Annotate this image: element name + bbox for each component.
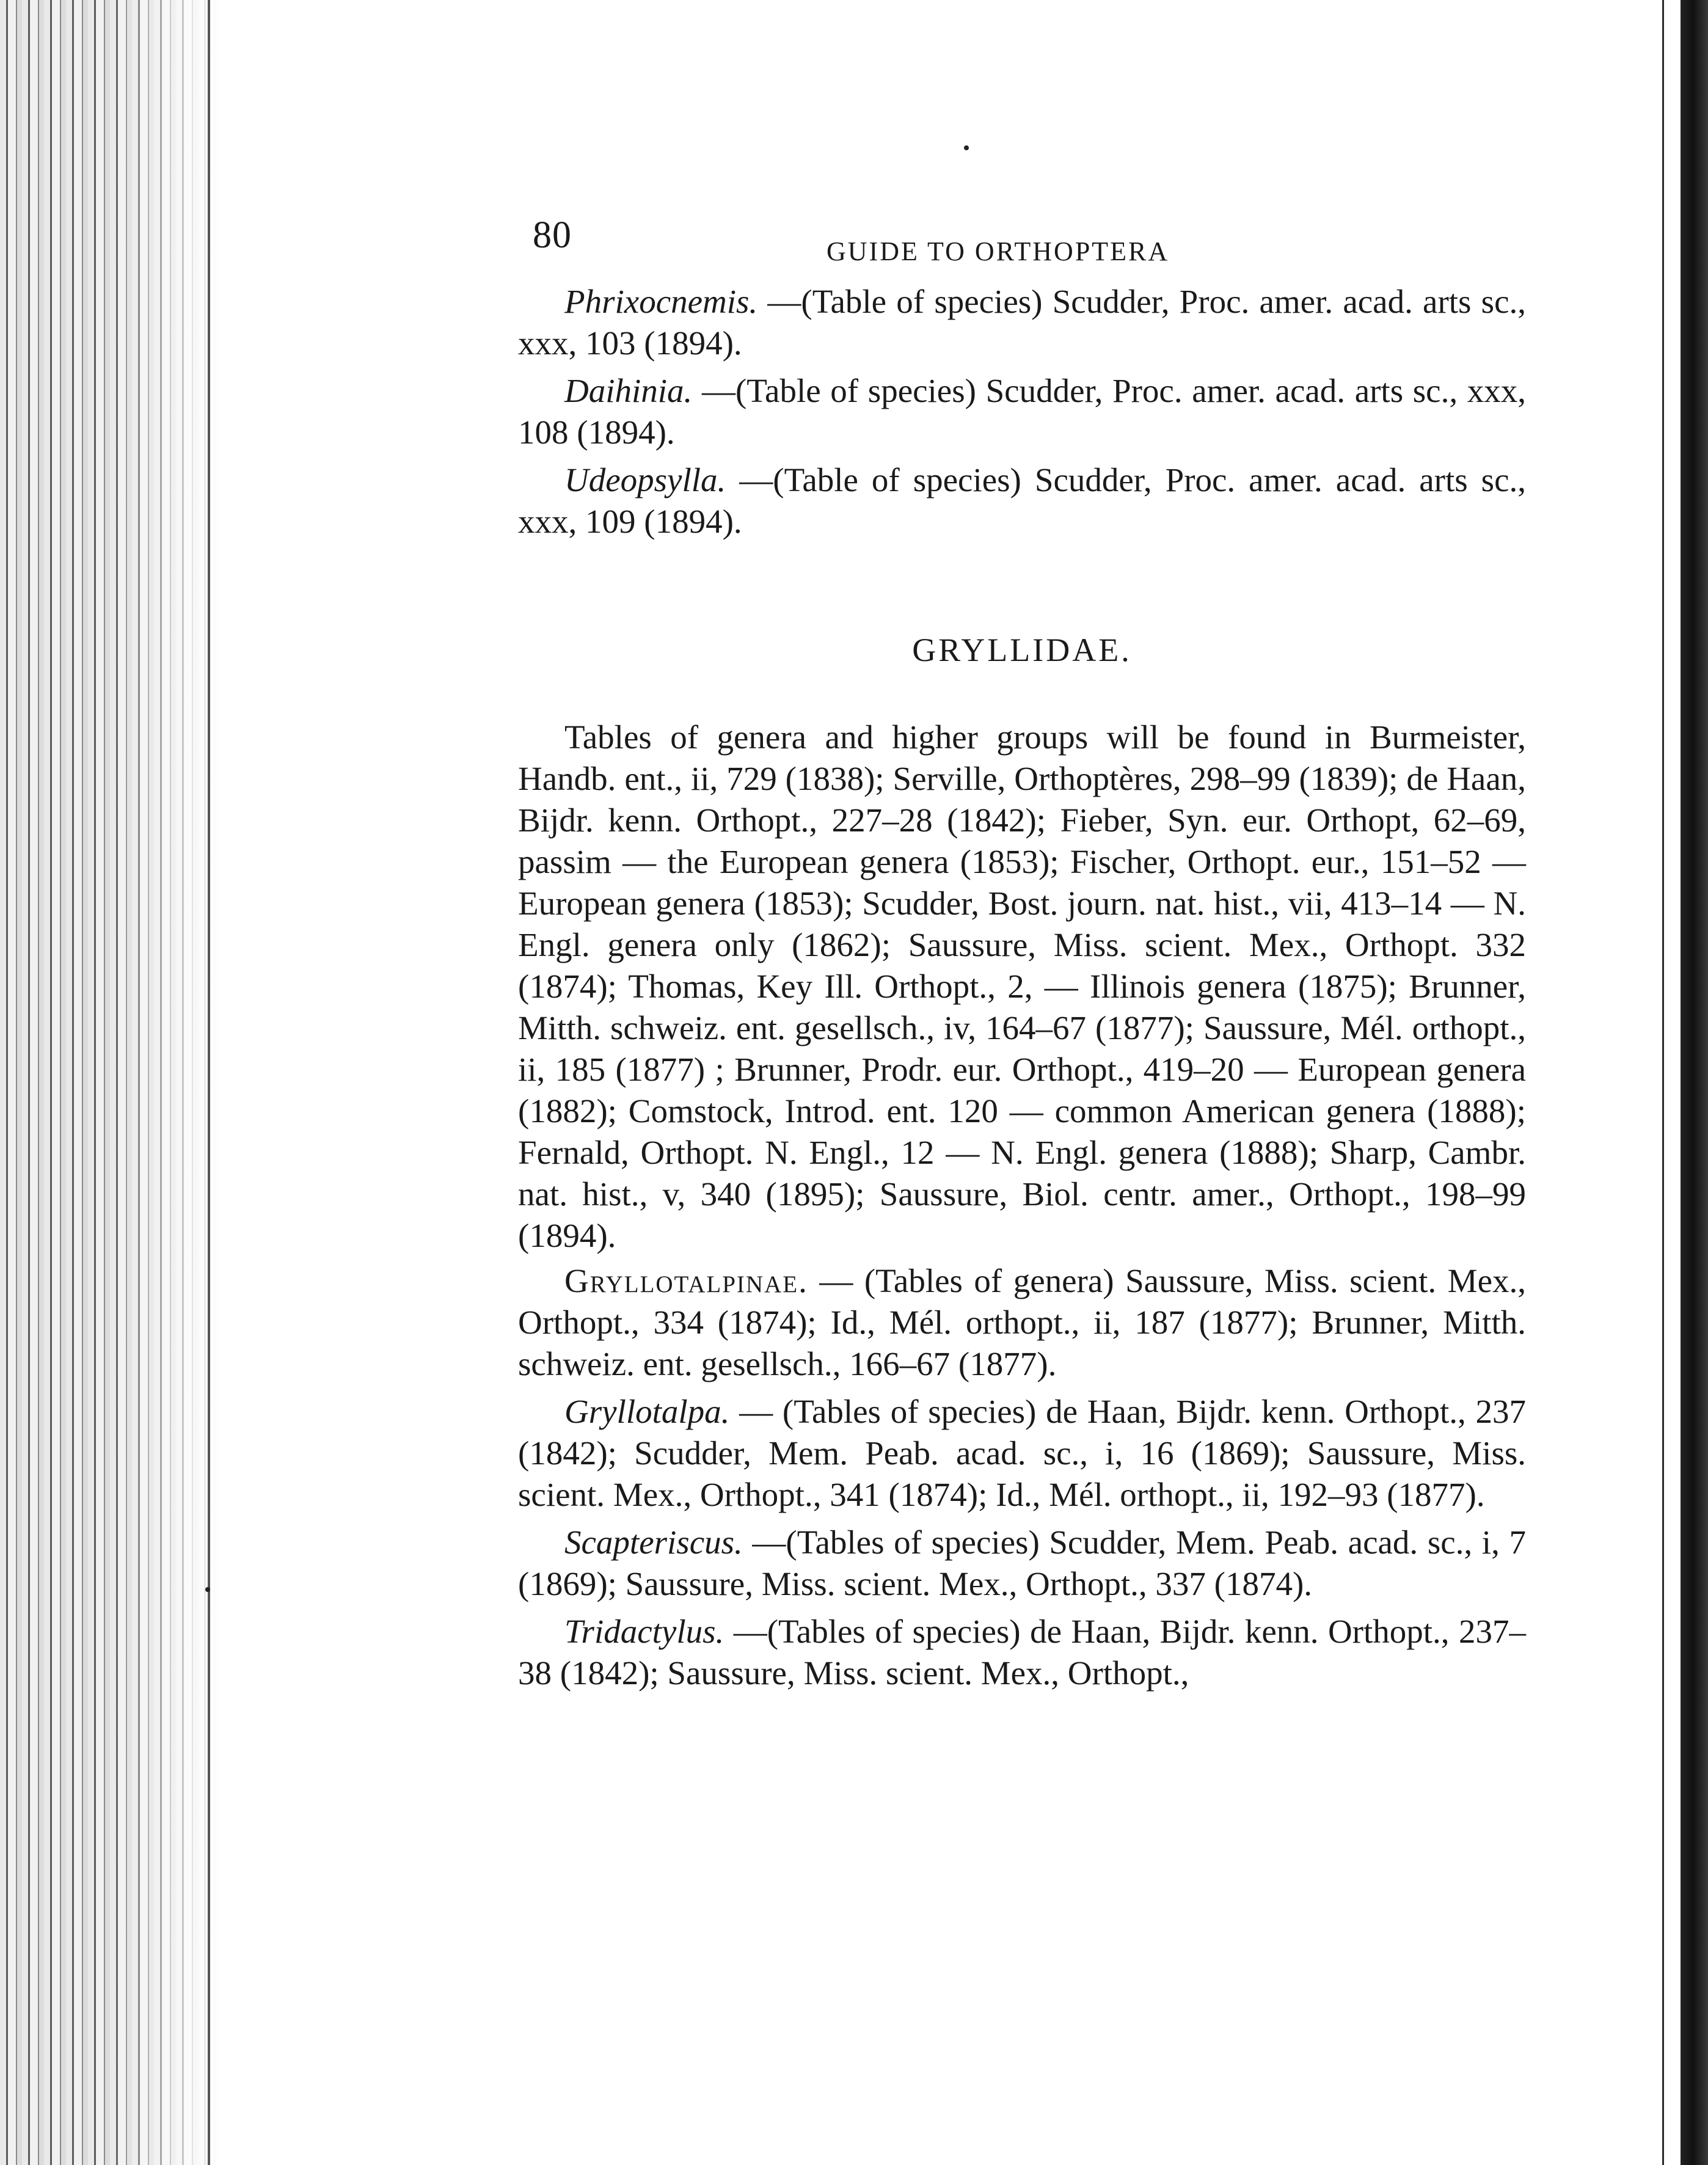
running-title: GUIDE TO ORTHOPTERA: [827, 236, 1170, 266]
entry-text: —(Tables of species) Scudder, Mem. Peab. acad. sc., i, 7 (1869); Saussure, Miss. scient. Mex., Orthopt., 337 (1874).: [518, 1524, 1526, 1602]
genus-name: Phrixocnemis.: [564, 283, 758, 320]
genus-entry: [518, 370, 1526, 453]
genus-name: Udeopsylla.: [564, 461, 726, 498]
genus-name: Tridactylus.: [564, 1613, 724, 1650]
page-edge: [208, 0, 210, 2165]
right-edge-line: [1662, 0, 1664, 2165]
section-intro: Tables of genera and higher groups will be found in Burmeister, Handb. ent., ii, 729 (1838); Serville, Orthoptères, 298–99 (1839); de Haan, Bijdr. kenn. Orthopt., 227–28 (1842); Fieber, Syn. eur. Orthopt, 62–69, passim — the European genera (1853); Fischer, Orthopt. eur., 151–52 — European genera (1853); Scudder, Bost. journ. nat. hist., vii, 413–14 — N. Engl. genera only (1862); Saussure, Miss. scient. Mex., Orthopt. 332 (1874); Thomas, Key Ill. Orthopt., 2, — Illinois genera (1875); Brunner, Mitth. schweiz. ent. gesellsch., iv, 164–67 (1877); Saussure, Mél. orthopt., ii, 185 (1877) ; Brunner, Prodr. eur. Orthopt., 419–20 — European genera (1882); Comstock, Introd. ent. 120 — common American genera (1888); Fernald, Orthopt. N. Engl., 12 — N. Engl. genera (1888); Sharp, Cambr. nat. hist., v, 340 (1895); Saussure, Biol. centr. amer., Orthopt., 198–99 (1894).: [518, 718, 1526, 1254]
genus-entry: [518, 1611, 1526, 1694]
genus-entry: [518, 281, 1526, 364]
genus-name: Scapteriscus.: [564, 1524, 743, 1561]
running-head: [518, 214, 1526, 281]
scan-speck: [964, 145, 969, 150]
section-heading: GRYLLIDAE.: [912, 632, 1132, 668]
right-page-edge: [1671, 0, 1708, 2165]
entry-text: —(Table of species) Scudder, Proc. amer. acad. arts sc., xxx, 103 (1894).: [518, 283, 1526, 362]
subfamily-name: Gryllotalpinae.: [564, 1262, 808, 1299]
entry-text: —(Tables of species) de Haan, Bijdr. kenn. Orthopt., 237–38 (1842); Saussure, Miss. scient. Mex., Orthopt.,: [518, 1613, 1526, 1692]
genus-name: Gryllotalpa.: [564, 1393, 730, 1430]
scan-speck: [205, 1587, 210, 1592]
entry-text: — (Tables of species) de Haan, Bijdr. kenn. Orthopt., 237 (1842); Scudder, Mem. Peab. acad. sc., i, 16 (1869); Saussure, Miss. scient. Mex., Orthopt., 341 (1874); Id., Mél. orthopt., ii, 192–93 (1877).: [518, 1393, 1526, 1513]
genus-entry: [518, 459, 1526, 542]
entry-text: —(Table of species) Scudder, Proc. amer. acad. arts sc., xxx, 109 (1894).: [518, 461, 1526, 540]
page-number: 80: [533, 214, 572, 256]
genus-entry: [518, 1522, 1526, 1605]
entry-text: — (Tables of genera) Saussure, Miss. scient. Mex., Orthopt., 334 (1874); Id., Mél. orthopt., ii, 187 (1877); Brunner, Mitth. schweiz. ent. gesellsch., 166–67 (1877).: [518, 1262, 1526, 1382]
genus-entry: [518, 1391, 1526, 1516]
gutter-shadow: [110, 0, 220, 2165]
subfamily-entry: [518, 1260, 1526, 1385]
entry-text: —(Table of species) Scudder, Proc. amer. acad. arts sc., xxx, 108 (1894).: [518, 372, 1526, 451]
book-page: [518, 214, 1526, 1700]
genus-name: Daihinia.: [564, 372, 693, 409]
